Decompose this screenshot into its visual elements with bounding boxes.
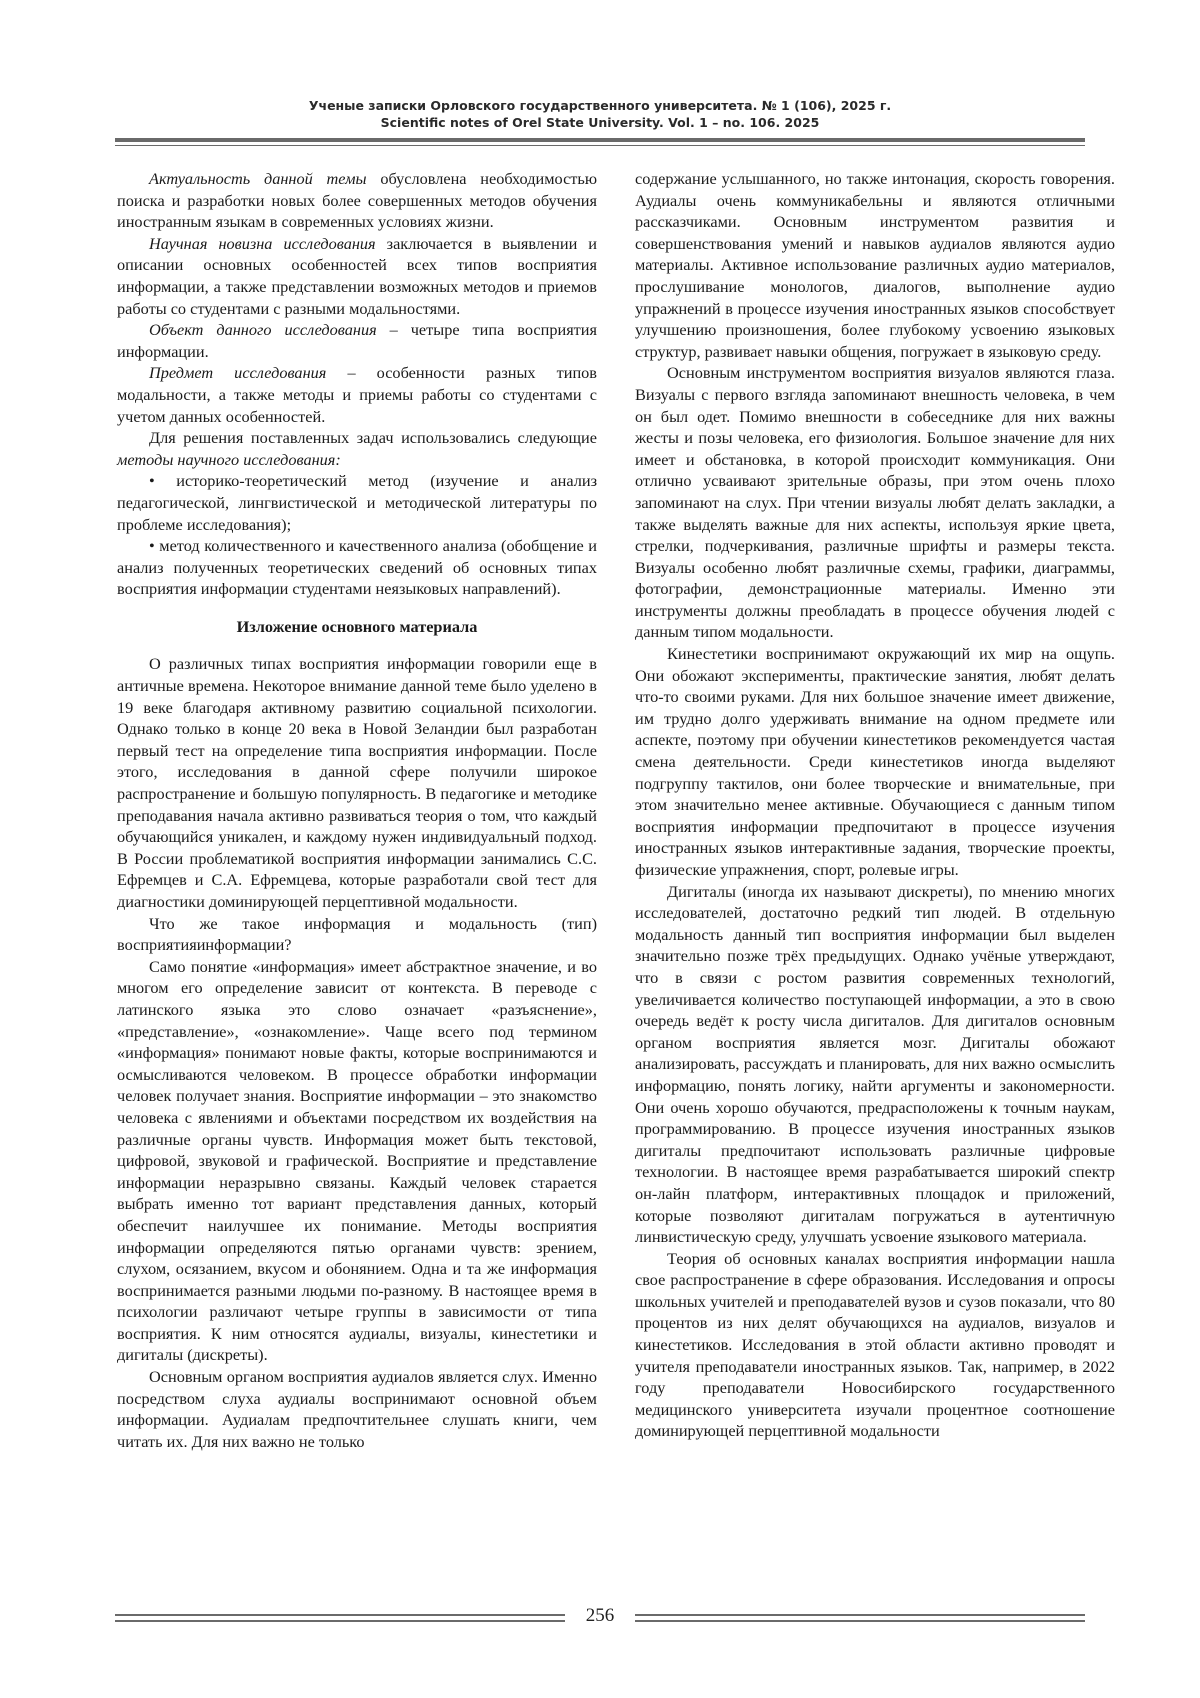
paragraph: Само понятие «информация» имеет абстрактное значение, и во многом его определение зависит от контекста. В переводе с латинского языка это слово означает «разъяснение», «представление», «ознакомление». Чаще всего под термином «информация» понимают новые факты, которые воспринимаются и осмысливаются человеком. В процессе обработки информации человек получает знания. Восприятие информации – это знакомство человека с явлениями и объектами посредством их воздействия на различные органы чувств. Информация может быть текстовой, цифровой, звуковой и графической. Восприятие и представление информации неразрывно связаны. Каждый человек старается выбрать именно тот вариант представления данных, который обеспечит наилучшее их понимание. Методы восприятия информации определяются пятью органами чувств: зрением, слухом, осязанием, вкусом и обонянием. Одна и та же информация воспринимается разными людьми по-разному. В настоящее время в психологии различают четыре группы в зависимости от типа восприятия. К ним относятся аудиалы, визуалы, кинестетики и дигиталы (дискреты). (117, 956, 597, 1365)
paragraph: О различных типах восприятия информации говорили еще в античные времена. Некоторое внимание данной теме было уделено в 19 веке благодаря активному развитию социальной психологии. Однако только в конце 20 века в Новой Зеландии был разработан первый тест на определение типа восприятия информации. После этого, исследования в данной сфере получили широкое распространение и большую популярность. В педагогике и методике преподавания начала активно развиваться теория о том, что каждый обучающийся уникален, и каждому нужен индивидуальный подход. В России проблематикой восприятия информации занимались С.С. Ефремцев и С.А. Ефремцева, которые разработали свой тест для диагностики доминирующей перцептивной модальности. (117, 654, 597, 911)
paragraph-relevance: Актуальность данной темы обусловлена необходимостью поиска и разработки новых более совершенных методов обучения иностранным языкам в современных условиях жизни. (117, 169, 597, 232)
paragraph-object: Объект данного исследования – четыре типа восприятия информации. (117, 320, 597, 361)
footer-rule-left (115, 1614, 565, 1616)
paragraph: Кинестетики воспринимают окружающий их мир на ощупь. Они обожают эксперименты, практические занятия, любят делать что-то своими руками. Для них большое значение имеет движение, им трудно долго удерживать внимание на одном предмете или аспекте, поэтому при обучении кинестетиков рекомендуется частая смена деятельности. Среди кинестетиков иногда выделяют подгруппу тактилов, они более творческие и внимательные, при этом значительно менее активные. Обучающиеся с данным типом восприятия информации предпочитают в процессе изучения иностранных языков интерактивные задания, творческие проекты, физические упражнения, спорт, ролевые игры. (635, 644, 1115, 879)
paragraph: Основным органом восприятия аудиалов является слух. Именно посредством слуха аудиалы воспринимают основной объем информации. Аудиалам предпочтительнее слушать книги, чем читать их. Для них важно не только (117, 1367, 597, 1451)
journal-header (0, 97, 1200, 131)
header-line-ru: Ученые записки Орловского государственного университета. № 1 (106), 2025 г. (308, 98, 892, 113)
footer-rule-right (635, 1620, 1085, 1622)
footer-rule-left (115, 1620, 565, 1622)
header-rule-thick (115, 138, 1085, 142)
paragraph: Теория об основных каналах восприятия информации нашла свое распространение в сфере образования. Исследования и опросы школьных учителей и преподавателей вузов и сузов показали, что 80 процентов из них делят обучающихся на аудиалов, визуалов и кинестетиков. Исследования в этой области активно проводят и учителя преподаватели иностранных языков. Так, например, в 2022 году преподаватели Новосибирского государственного медицинского университета изучали процентное соотношение доминирующей перцептивной модальности (635, 1248, 1115, 1441)
bullet-item: • историко-теоретический метод (изучение и анализ педагогической, лингвистической и методической литературы по проблеме исследования); (117, 471, 597, 534)
page-number: 256 (585, 1605, 615, 1626)
bullet-item: • метод количественного и качественного анализа (обобщение и анализ полученных теоретических сведений об основных типах восприятия информации студентами неязыковых направлений). (117, 536, 597, 599)
paragraph-subject: Предмет исследования – особенности разных типов модальности, а также методы и приемы работы со студентами с учетом данных особенностей. (117, 363, 597, 426)
header-rule-thin (115, 145, 1085, 146)
paragraph: Дигиталы (иногда их называют дискреты), по мнению многих исследователей, достаточно редкий тип людей. В отдельную модальность данный тип восприятия информации был выделен значительно позже трёх предыдущих. Однако учёные утверждают, что в связи с ростом развития современных технологий, увеличивается количество поступающей информации, а это в свою очередь ведёт к росту числа дигиталов. Для дигиталов основным органом восприятия является мозг. Дигиталы обожают анализировать, рассуждать и планировать, для них важно осмыслить информацию, понять логику, найти аргументы и закономерности. Они очень хорошо обучаются, предрасположены к точным наукам, программированию. В процессе изучения иностранных языков дигиталы предпочитают использовать различные цифровые технологии. В настоящее время разрабатывается широкий спектр он-лайн платформ, интерактивных площадок и приложений, которые позволяют дигиталам погружаться в аутентичную линвистическую среду, улучшать усвоение языкового материала. (635, 881, 1115, 1247)
footer-rule-right (635, 1614, 1085, 1616)
paragraph-novelty: Научная новизна исследования заключается в выявлении и описании основных особенностей всех типов восприятия информации, а также представлении возможных методов и приемов работы со студентами с разными модальностями. (117, 233, 598, 318)
paragraph: Что же такое информация и модальность (тип) восприятияинформации? (117, 913, 597, 955)
header-line-en: Scientific notes of Orel State University. Vol. 1 – no. 106. 2025 (380, 115, 820, 130)
paragraph: содержание услышанного, но также интонация, скорость говорения. Аудиалы очень коммуникабельны и являются отличными рассказчиками. Основным инструментом развития и совершенствования умений и навыков аудиалов являются аудио материалы. Активное использование различных аудио материалов, прослушивание монологов, диалогов, выполнение аудио упражнений в процессе изучения иностранных языков способствует улучшению произношения, более глубокому усвоению языковых структур, развивает навыки общения, погружает в языковую среду. (635, 169, 1115, 361)
paragraph: Основным инструментом восприятия визуалов являются глаза. Визуалы с первого взгляда запоминают внешность человека, в чем он был одет. Помимо внешности в собеседнике для них важны жесты и позы человека, его физиология. Большое значение для них имеет и обстановка, в которой происходит коммуникация. Они отлично усваивают зрительные образы, при этом очень плохо запоминают на слух. При чтении визуалы любят делать закладки, а также выделять важные для них аспекты, используя яркие цвета, стрелки, подчеркивания, различные шрифты и размеры текста. Визуалы особенно любят различные схемы, графики, диаграммы, фотографии, демонстрационные материалы. Именно эти инструменты должны преобладать в процессе обучения людей с данным типом модальности. (635, 363, 1115, 642)
section-heading: Изложение основного материала (236, 616, 478, 636)
left-column (117, 168, 597, 1452)
right-column (635, 168, 1115, 1442)
paragraph-methods: Для решения поставленных задач использовались следующие методы научного исследования: (117, 428, 597, 469)
